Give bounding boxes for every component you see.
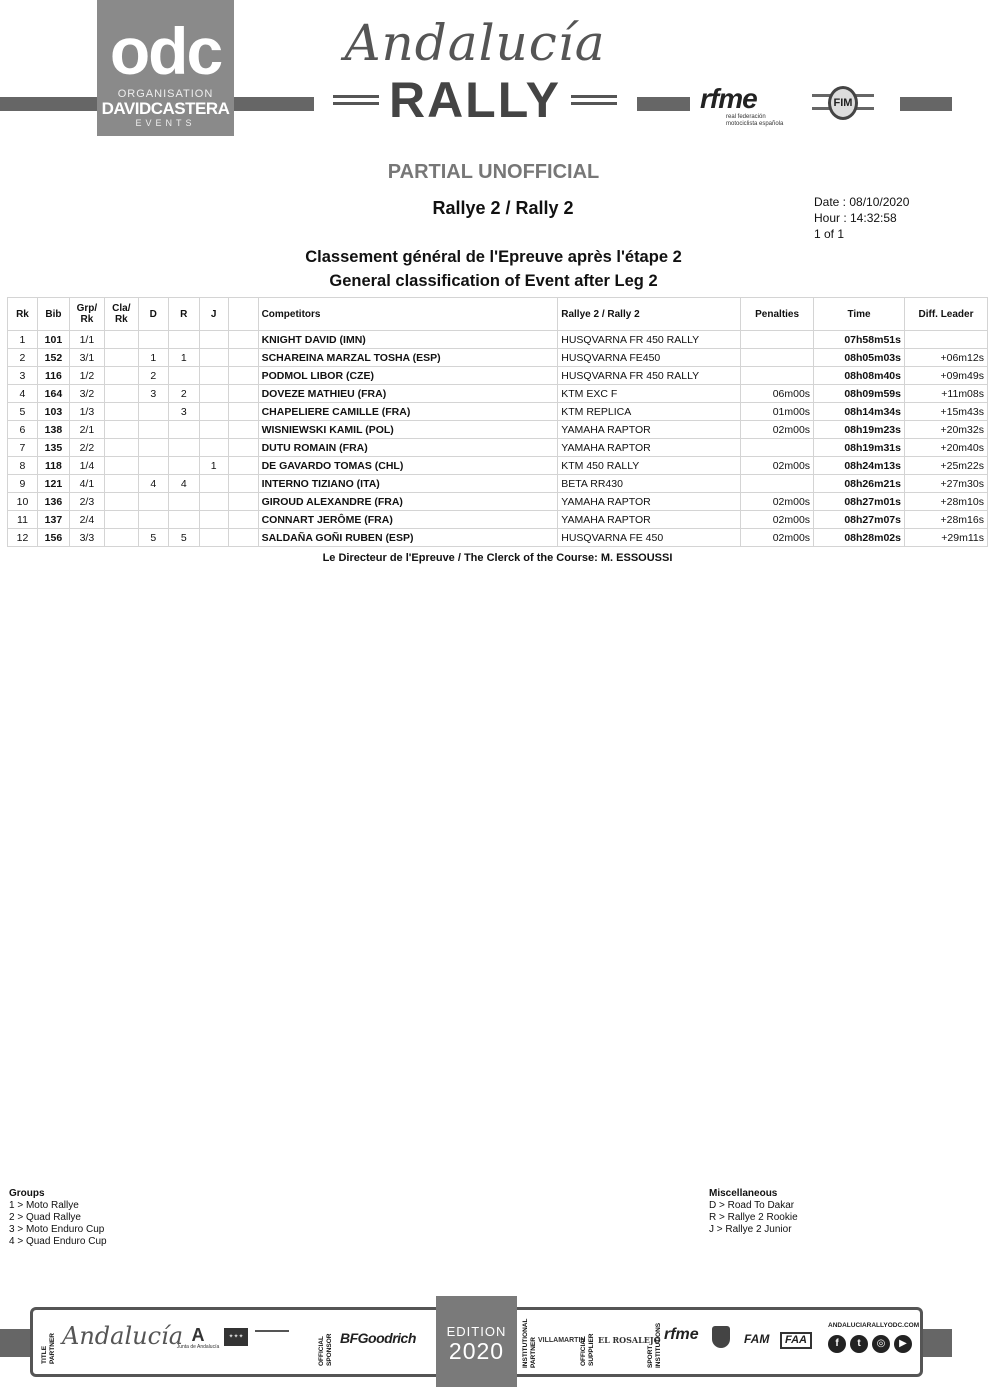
cell-competitor: WISNIEWSKI KAMIL (POL) (258, 421, 558, 439)
facebook-icon[interactable]: f (828, 1335, 846, 1353)
cell-cla (104, 511, 138, 529)
table-row (8, 511, 988, 529)
cell-blank (228, 421, 258, 439)
cell-j (199, 403, 228, 421)
cell-blank (228, 457, 258, 475)
cell-bib: 164 (37, 385, 69, 403)
cell-time: 08h26m21s (814, 475, 905, 493)
instagram-icon[interactable]: ◎ (872, 1335, 890, 1353)
cell-cla (104, 439, 138, 457)
cell-diff (904, 331, 987, 349)
cell-r (168, 493, 199, 511)
doc-date: Date : 08/10/2020 (814, 195, 910, 209)
cell-penalty (741, 349, 814, 367)
col-blank (228, 298, 258, 331)
cell-vehicle: YAMAHA RAPTOR (558, 493, 741, 511)
cell-rk: 12 (8, 529, 38, 547)
cell-blank (228, 439, 258, 457)
cell-grp: 2/3 (69, 493, 104, 511)
cell-competitor: SALDAÑA GOÑI RUBEN (ESP) (258, 529, 558, 547)
cell-cla (104, 367, 138, 385)
clerk-of-course: Le Directeur de l'Epreuve / The Clerck of the Course: M. ESSOUSSI (322, 552, 673, 564)
cell-time: 08h08m40s (814, 367, 905, 385)
cell-blank (228, 385, 258, 403)
andalucia-europe-logo (255, 1318, 289, 1332)
cell-vehicle: KTM REPLICA (558, 403, 741, 421)
cell-penalty: 01m00s (741, 403, 814, 421)
cell-r (168, 511, 199, 529)
cell-vehicle: HUSQVARNA FE450 (558, 349, 741, 367)
cell-diff: +09m49s (904, 367, 987, 385)
results-table (7, 297, 988, 547)
institutional-partner-label: INSTITUTIONAL PARTNER (522, 1318, 537, 1368)
cell-r: 2 (168, 385, 199, 403)
logo-lines-left (333, 95, 379, 105)
cell-bib: 135 (37, 439, 69, 457)
cell-bib: 137 (37, 511, 69, 529)
cell-vehicle: HUSQVARNA FR 450 RALLY (558, 367, 741, 385)
cell-d: 4 (138, 475, 168, 493)
cell-r: 4 (168, 475, 199, 493)
legend-item: J > Rallye 2 Junior (709, 1224, 792, 1235)
cell-blank (228, 475, 258, 493)
cell-competitor: PODMOL LIBOR (CZE) (258, 367, 558, 385)
cell-d: 3 (138, 385, 168, 403)
table-row (8, 331, 988, 349)
cell-penalty: 02m00s (741, 493, 814, 511)
cell-bib: 136 (37, 493, 69, 511)
edition-word: EDITION (446, 1324, 507, 1339)
doc-hour: Hour : 14:32:58 (814, 211, 897, 225)
cell-diff: +28m16s (904, 511, 987, 529)
table-row (8, 385, 988, 403)
cell-r: 5 (168, 529, 199, 547)
cell-penalty (741, 475, 814, 493)
cell-bib: 138 (37, 421, 69, 439)
cell-vehicle: YAMAHA RAPTOR (558, 421, 741, 439)
header-bar-left (0, 97, 97, 111)
cell-grp: 4/1 (69, 475, 104, 493)
cell-blank (228, 331, 258, 349)
legend-item: 3 > Moto Enduro Cup (9, 1224, 105, 1235)
official-supplier-label: OFFICIAL SUPPLIER (580, 1333, 595, 1366)
cell-competitor: SCHAREINA MARZAL TOSHA (ESP) (258, 349, 558, 367)
eu-flag-icon: ✦✦✦ (224, 1328, 248, 1346)
cell-blank (228, 511, 258, 529)
cell-rk: 3 (8, 367, 38, 385)
cell-bib: 118 (37, 457, 69, 475)
doc-page: 1 of 1 (814, 227, 845, 241)
cell-j (199, 421, 228, 439)
cell-bib: 116 (37, 367, 69, 385)
andalucia-rally-logo (325, 8, 625, 133)
villamartin-logo: VILLAMARTIN (538, 1337, 586, 1344)
table-row (8, 421, 988, 439)
cell-cla (104, 385, 138, 403)
cell-grp: 1/2 (69, 367, 104, 385)
cell-grp: 2/2 (69, 439, 104, 457)
status-title: PARTIAL UNOFFICIAL (387, 161, 600, 183)
cell-competitor: INTERNO TIZIANO (ITA) (258, 475, 558, 493)
table-row (8, 457, 988, 475)
cell-cla (104, 529, 138, 547)
fam-logo: FAM (744, 1332, 770, 1346)
col-rk: Rk (8, 298, 38, 331)
junta-logo-text: Junta de Andalucía (176, 1344, 220, 1350)
cell-penalty: 06m00s (741, 385, 814, 403)
table-row (8, 475, 988, 493)
col-competitors: Competitors (258, 298, 558, 331)
cell-cla (104, 349, 138, 367)
odc-logo-events: EVENTS (135, 118, 196, 128)
andalucia-footer-logo: Andalucía (62, 1322, 184, 1350)
cell-j (199, 511, 228, 529)
cell-grp: 2/4 (69, 511, 104, 529)
cell-blank (228, 529, 258, 547)
cell-cla (104, 457, 138, 475)
legend-misc-title: Miscellaneous (709, 1188, 778, 1199)
cell-r: 1 (168, 349, 199, 367)
cell-j (199, 331, 228, 349)
cell-diff: +27m30s (904, 475, 987, 493)
official-sponsor-label: OFFICIAL SPONSOR (318, 1333, 333, 1366)
legend-misc (709, 1188, 798, 1236)
twitter-icon[interactable]: t (850, 1335, 868, 1353)
cell-vehicle: BETA RR430 (558, 475, 741, 493)
cell-cla (104, 403, 138, 421)
federation-badge-icon (712, 1326, 730, 1348)
odc-logo (97, 0, 234, 136)
cell-rk: 10 (8, 493, 38, 511)
cell-r (168, 367, 199, 385)
header-bar-right (900, 97, 952, 111)
legend-item: 1 > Moto Rallye (9, 1200, 79, 1211)
table-row (8, 439, 988, 457)
cell-time: 08h14m34s (814, 403, 905, 421)
col-bib: Bib (37, 298, 69, 331)
cell-rk: 2 (8, 349, 38, 367)
cell-diff: +11m08s (904, 385, 987, 403)
cell-blank (228, 403, 258, 421)
legend-item: D > Road To Dakar (709, 1200, 795, 1211)
cell-grp: 1/1 (69, 331, 104, 349)
cell-penalty (741, 367, 814, 385)
cell-time: 07h58m51s (814, 331, 905, 349)
col-cla: Cla/ Rk (104, 298, 138, 331)
cell-time: 08h05m03s (814, 349, 905, 367)
classification-title-fr: Classement général de l'Epreuve après l'étape 2 (305, 248, 682, 266)
table-header-row (8, 298, 988, 331)
cell-competitor: DE GAVARDO TOMAS (CHL) (258, 457, 558, 475)
cell-diff: +20m32s (904, 421, 987, 439)
cell-d (138, 493, 168, 511)
cell-d: 1 (138, 349, 168, 367)
col-vehicle: Rallye 2 / Rally 2 (558, 298, 741, 331)
cell-rk: 4 (8, 385, 38, 403)
col-diff: Diff. Leader (904, 298, 987, 331)
cell-grp: 1/3 (69, 403, 104, 421)
col-d: D (138, 298, 168, 331)
cell-penalty: 02m00s (741, 457, 814, 475)
cell-rk: 9 (8, 475, 38, 493)
cell-bib: 101 (37, 331, 69, 349)
cell-grp: 1/4 (69, 457, 104, 475)
cell-diff: +06m12s (904, 349, 987, 367)
cell-diff: +29m11s (904, 529, 987, 547)
cell-d (138, 421, 168, 439)
cell-d: 5 (138, 529, 168, 547)
cell-time: 08h09m59s (814, 385, 905, 403)
edition-badge (436, 1296, 517, 1387)
cell-j (199, 439, 228, 457)
cell-j (199, 367, 228, 385)
cell-blank (228, 493, 258, 511)
cell-grp: 3/1 (69, 349, 104, 367)
cell-diff: +15m43s (904, 403, 987, 421)
cell-d (138, 403, 168, 421)
doc-meta (814, 194, 909, 242)
cell-penalty (741, 439, 814, 457)
header-bar-middle-right (637, 97, 690, 111)
table-row (8, 529, 988, 547)
cell-j (199, 529, 228, 547)
rfme-logo (700, 84, 795, 130)
cell-cla (104, 331, 138, 349)
cell-rk: 8 (8, 457, 38, 475)
legend-groups (9, 1188, 107, 1248)
cell-d (138, 439, 168, 457)
rally-word: RALLY (388, 72, 562, 128)
fim-logo (812, 84, 872, 126)
logo-lines-right (571, 95, 617, 105)
cell-cla (104, 475, 138, 493)
cell-j (199, 349, 228, 367)
cell-rk: 1 (8, 331, 38, 349)
cell-rk: 6 (8, 421, 38, 439)
title-partner-label: TITLE PARTNER (41, 1333, 56, 1364)
cell-competitor: DOVEZE MATHIEU (FRA) (258, 385, 558, 403)
cell-rk: 7 (8, 439, 38, 457)
faa-logo: FAA (780, 1332, 812, 1349)
cell-vehicle: KTM EXC F (558, 385, 741, 403)
odc-logo-mark: odc (109, 14, 222, 88)
odc-logo-name: DAVIDCASTERA (101, 99, 230, 118)
youtube-icon[interactable]: ▶ (894, 1335, 912, 1353)
cell-vehicle: HUSQVARNA FE 450 (558, 529, 741, 547)
table-row (8, 349, 988, 367)
website-link[interactable]: ANDALUCIARALLYODC.COM (828, 1322, 920, 1329)
cell-j: 1 (199, 457, 228, 475)
cell-r: 3 (168, 403, 199, 421)
cell-rk: 5 (8, 403, 38, 421)
cell-d (138, 331, 168, 349)
rosalejo-logo: EL ROSALEJO (598, 1335, 661, 1345)
cell-competitor: DUTU ROMAIN (FRA) (258, 439, 558, 457)
cell-r (168, 331, 199, 349)
cell-d (138, 511, 168, 529)
cell-competitor: CHAPELIERE CAMILLE (FRA) (258, 403, 558, 421)
cell-vehicle: KTM 450 RALLY (558, 457, 741, 475)
legend-item: 4 > Quad Enduro Cup (9, 1236, 107, 1247)
cell-time: 08h27m07s (814, 511, 905, 529)
cell-competitor: CONNART JERÔME (FRA) (258, 511, 558, 529)
cell-vehicle: YAMAHA RAPTOR (558, 439, 741, 457)
cell-grp: 3/3 (69, 529, 104, 547)
cell-bib: 152 (37, 349, 69, 367)
table-row (8, 493, 988, 511)
cell-grp: 2/1 (69, 421, 104, 439)
col-time: Time (814, 298, 905, 331)
cell-time: 08h28m02s (814, 529, 905, 547)
col-penalties: Penalties (741, 298, 814, 331)
cell-time: 08h24m13s (814, 457, 905, 475)
classification-title-en: General classification of Event after Leg 2 (329, 272, 658, 290)
cell-diff: +28m10s (904, 493, 987, 511)
cell-diff: +25m22s (904, 457, 987, 475)
col-grp: Grp/ Rk (69, 298, 104, 331)
cell-time: 08h19m23s (814, 421, 905, 439)
cell-penalty: 02m00s (741, 421, 814, 439)
cell-bib: 103 (37, 403, 69, 421)
cell-vehicle: YAMAHA RAPTOR (558, 511, 741, 529)
fim-globe: FIM (828, 86, 858, 120)
andalucia-script: Andalucía (344, 14, 606, 72)
cell-j (199, 475, 228, 493)
cell-bib: 156 (37, 529, 69, 547)
edition-year: 2020 (448, 1338, 505, 1364)
cell-penalty (741, 331, 814, 349)
table-row (8, 367, 988, 385)
cell-time: 08h27m01s (814, 493, 905, 511)
table-row (8, 403, 988, 421)
cell-d: 2 (138, 367, 168, 385)
rfme-logo-text: rfme (700, 83, 757, 114)
cell-competitor: GIROUD ALEXANDRE (FRA) (258, 493, 558, 511)
cell-rk: 11 (8, 511, 38, 529)
cell-blank (228, 367, 258, 385)
cell-time: 08h19m31s (814, 439, 905, 457)
cell-cla (104, 493, 138, 511)
cell-r (168, 457, 199, 475)
odc-logo-organisation: ORGANISATION (117, 88, 214, 100)
sport-institutions-label: SPORT INSTITUTIONS (647, 1322, 662, 1368)
header-bar-middle-left (234, 97, 314, 111)
cell-competitor: KNIGHT DAVID (IMN) (258, 331, 558, 349)
cell-penalty: 02m00s (741, 529, 814, 547)
cell-d (138, 457, 168, 475)
rfme-footer-logo: rfme (664, 1326, 699, 1343)
bfgoodrich-logo: BFGoodrich (340, 1330, 416, 1346)
cell-j (199, 385, 228, 403)
legend-item: R > Rallye 2 Rookie (709, 1212, 798, 1223)
cell-r (168, 421, 199, 439)
cell-diff: +20m40s (904, 439, 987, 457)
col-r: R (168, 298, 199, 331)
cell-j (199, 493, 228, 511)
cell-blank (228, 349, 258, 367)
cell-bib: 121 (37, 475, 69, 493)
rfme-logo-subtitle: real federación motociclista española (726, 114, 784, 127)
cell-grp: 3/2 (69, 385, 104, 403)
col-j: J (199, 298, 228, 331)
cell-penalty: 02m00s (741, 511, 814, 529)
legend-groups-title: Groups (9, 1188, 45, 1199)
legend-item: 2 > Quad Rallye (9, 1212, 81, 1223)
cell-vehicle: HUSQVARNA FR 450 RALLY (558, 331, 741, 349)
junta-logo: A Junta de Andalucía (176, 1325, 220, 1350)
rally-title: Rallye 2 / Rally 2 (432, 198, 574, 218)
cell-r (168, 439, 199, 457)
cell-cla (104, 421, 138, 439)
